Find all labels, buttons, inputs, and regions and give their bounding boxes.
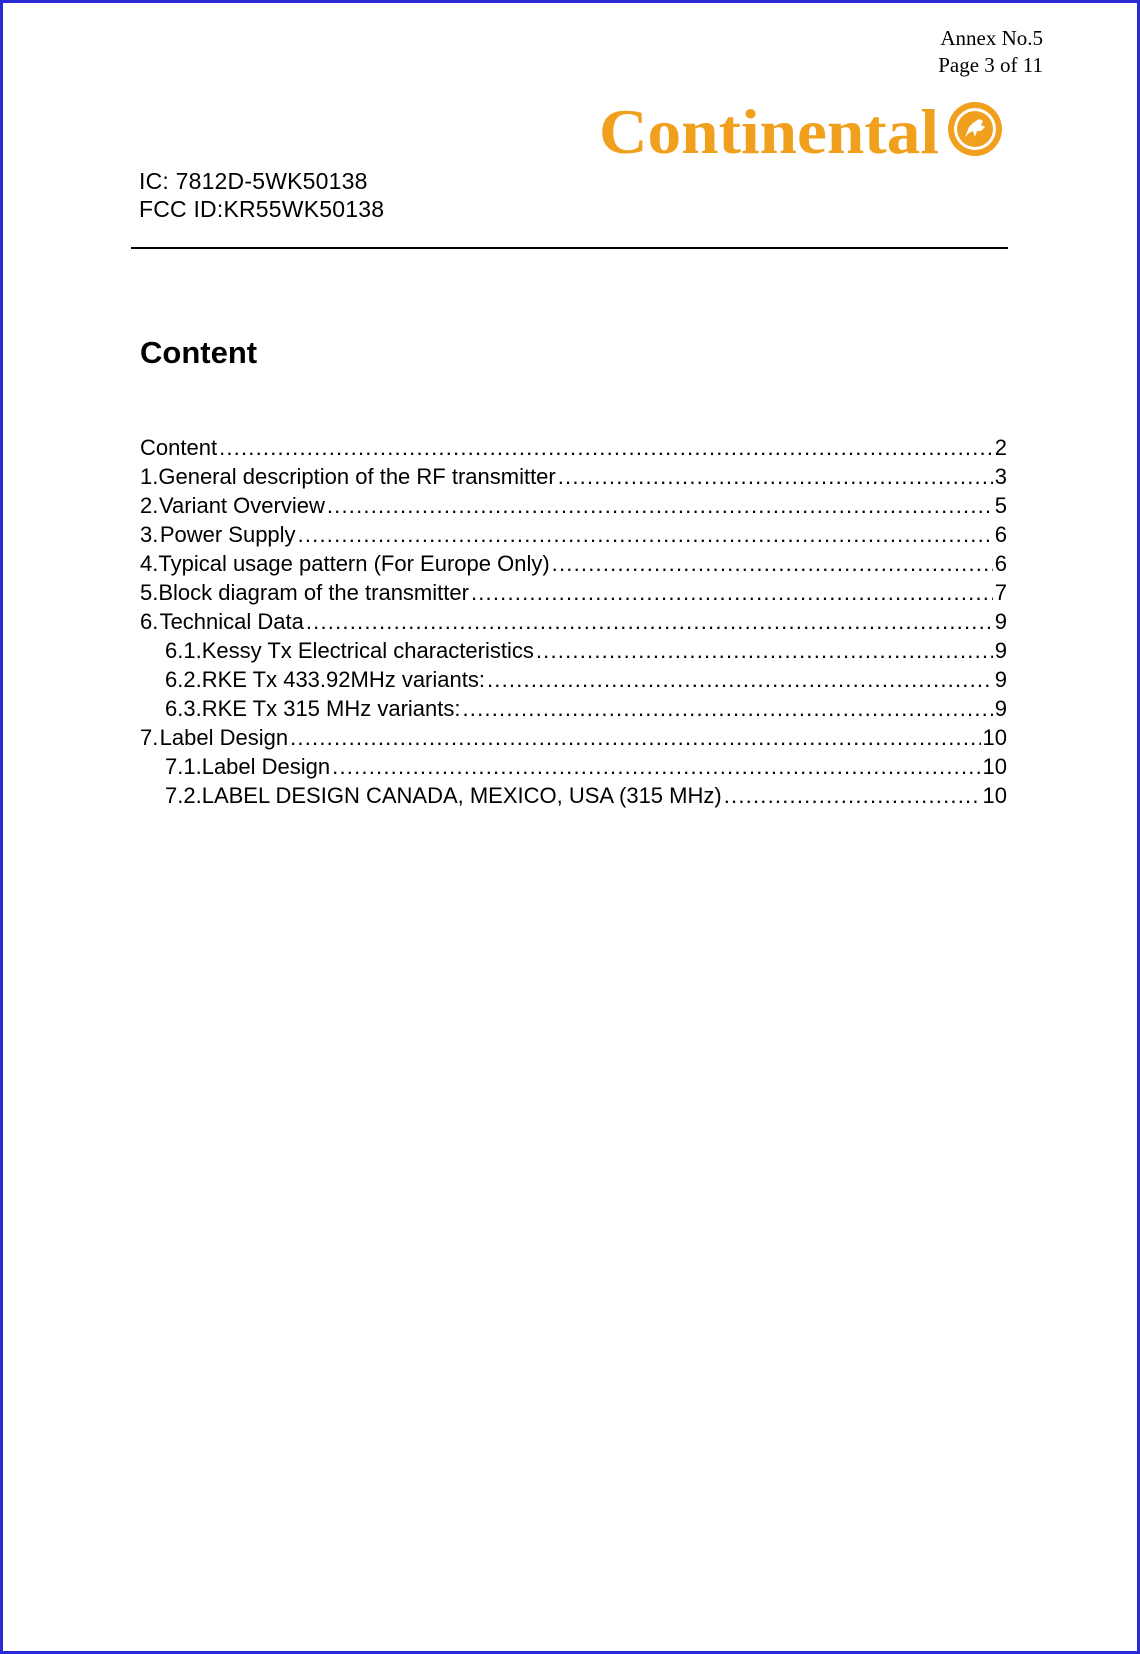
- continental-logo: [599, 95, 1011, 173]
- fcc-id: FCC ID:KR55WK50138: [139, 196, 385, 222]
- toc-entry-page: 9: [994, 609, 1007, 634]
- toc-entry-number: 3.: [140, 522, 159, 547]
- toc-entry[interactable]: [140, 520, 1007, 549]
- toc-entry-number: 7.: [140, 725, 159, 750]
- toc-dot-leader: [724, 781, 981, 810]
- toc-entry-page: 6: [994, 551, 1007, 576]
- toc-entry-title: RKE Tx 433.92MHz variants:: [201, 667, 485, 692]
- toc-dot-leader: [219, 433, 993, 462]
- horse-seal-icon: [948, 102, 1002, 156]
- annex-number: Annex No.5: [940, 26, 1043, 50]
- toc-dot-leader: [558, 462, 993, 491]
- page-number: Page 3 of 11: [938, 53, 1043, 77]
- toc-entry-number: 7.1.: [165, 754, 202, 779]
- toc-entry-title: Block diagram of the transmitter: [158, 580, 469, 605]
- toc-entry-title: Label Design: [159, 725, 289, 750]
- toc-entry-page: 10: [982, 754, 1007, 779]
- toc-entry-page: 7: [994, 580, 1007, 605]
- toc-entry-title: Content: [140, 435, 218, 460]
- toc-entry-page: 3: [994, 464, 1007, 489]
- toc-entry[interactable]: [140, 723, 1007, 752]
- toc-entry[interactable]: [140, 636, 1007, 665]
- header-rule: [131, 247, 1008, 249]
- toc-dot-leader: [552, 549, 993, 578]
- toc-entry-page: 9: [994, 638, 1007, 663]
- toc-entry-title: Typical usage pattern (For Europe Only): [158, 551, 550, 576]
- logo-wordmark: Continental: [599, 96, 939, 167]
- toc-entry-page: 10: [982, 725, 1007, 750]
- toc-entry-page: 5: [994, 493, 1007, 518]
- toc-dot-leader: [463, 694, 993, 723]
- toc-entry-title: RKE Tx 315 MHz variants:: [201, 696, 461, 721]
- toc-entry-page: 9: [994, 696, 1007, 721]
- toc-entry-title: Kessy Tx Electrical characteristics: [201, 638, 534, 663]
- toc-entry-number: 6.: [140, 609, 159, 634]
- toc-entry-title: General description of the RF transmitter: [158, 464, 556, 489]
- toc-entry-page: 9: [994, 667, 1007, 692]
- table-of-contents: [140, 433, 1007, 810]
- toc-entry-page: 6: [994, 522, 1007, 547]
- toc-entry[interactable]: [140, 752, 1007, 781]
- toc-entry[interactable]: [140, 433, 1007, 462]
- toc-entry[interactable]: [140, 607, 1007, 636]
- toc-dot-leader: [290, 723, 980, 752]
- toc-dot-leader: [327, 491, 993, 520]
- ic-number: IC: 7812D-5WK50138: [139, 168, 368, 194]
- toc-entry-title: Technical Data: [159, 609, 304, 634]
- toc-dot-leader: [306, 607, 993, 636]
- content-heading: Content: [140, 335, 258, 370]
- toc-entry-title: Power Supply: [159, 522, 296, 547]
- toc-entry-number: 6.1.: [165, 638, 202, 663]
- toc-entry[interactable]: [140, 549, 1007, 578]
- toc-dot-leader: [332, 752, 980, 781]
- toc-entry-page: 2: [994, 435, 1007, 460]
- toc-entry[interactable]: [140, 781, 1007, 810]
- toc-entry-number: 1.: [140, 464, 159, 489]
- toc-entry[interactable]: [140, 578, 1007, 607]
- toc-entry[interactable]: [140, 694, 1007, 723]
- toc-dot-leader: [471, 578, 993, 607]
- toc-entry-number: 4.: [140, 551, 159, 576]
- toc-entry-number: 6.3.: [165, 696, 202, 721]
- identifier-block: [139, 167, 384, 223]
- toc-entry-title: Label Design: [201, 754, 331, 779]
- toc-entry-number: 6.2.: [165, 667, 202, 692]
- toc-entry-title: LABEL DESIGN CANADA, MEXICO, USA (315 MHz): [201, 783, 722, 808]
- toc-entry-number: 7.2.: [165, 783, 202, 808]
- toc-dot-leader: [487, 665, 993, 694]
- toc-entry-title: Variant Overview: [158, 493, 325, 518]
- toc-entry[interactable]: [140, 665, 1007, 694]
- toc-dot-leader: [536, 636, 993, 665]
- toc-entry[interactable]: [140, 462, 1007, 491]
- toc-entry-number: 2.: [140, 493, 159, 518]
- toc-dot-leader: [298, 520, 993, 549]
- annex-block: [938, 25, 1043, 79]
- toc-entry-page: 10: [982, 783, 1007, 808]
- toc-entry[interactable]: [140, 491, 1007, 520]
- toc-entry-number: 5.: [140, 580, 159, 605]
